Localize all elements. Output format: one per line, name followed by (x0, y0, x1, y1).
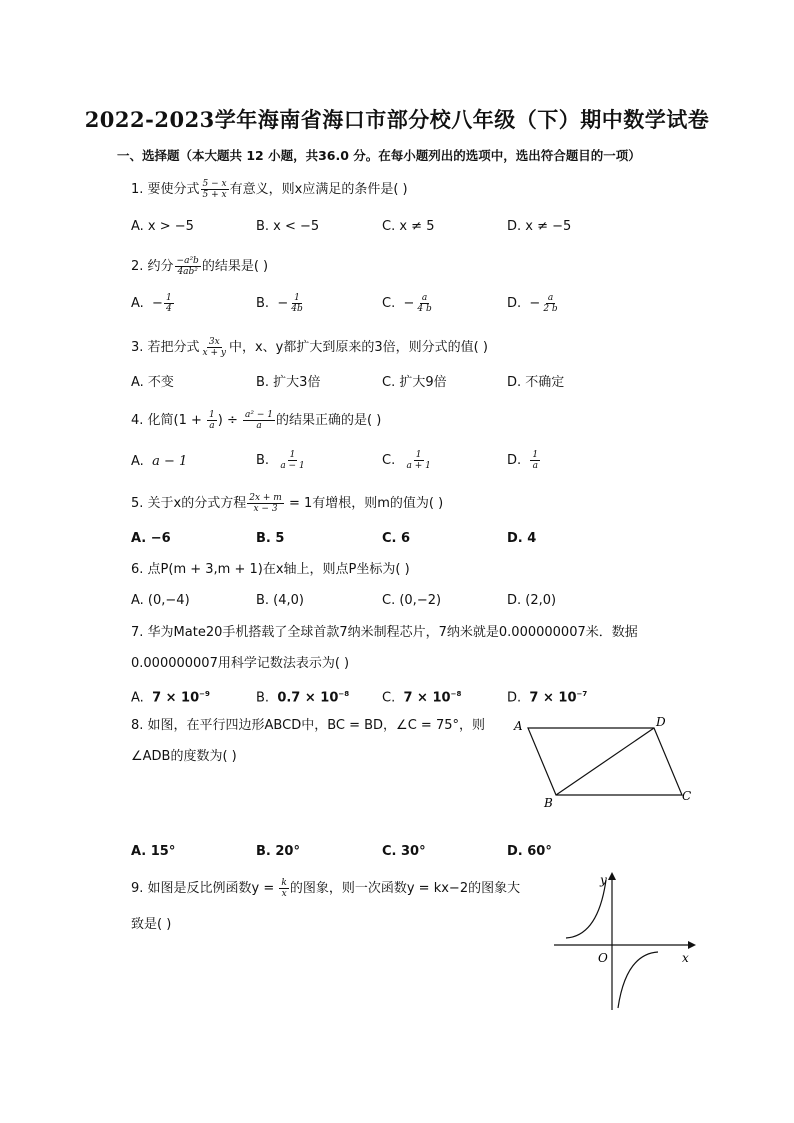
label-d: D (656, 715, 666, 729)
option-d[interactable]: D. $7 \times 10^{-7}$ (507, 690, 588, 706)
option-c[interactable]: C. 6 (382, 531, 411, 546)
section-heading: 一、选择题（本大题共 12 小题，共36.0 分。在每小题列出的选项中，选出符合题目的一项） (117, 148, 641, 163)
question-text: 的结果正确的是( ) (275, 413, 382, 428)
label-x: x (682, 951, 689, 965)
question-5 (131, 493, 443, 514)
fraction: $\frac{k}{x}$ (281, 878, 287, 899)
fraction: $\frac{\text{a² − 1}}{a}$ (245, 410, 273, 431)
question-text: ) ÷ (217, 413, 243, 428)
fraction: $\frac{3x}{x + y}$ (202, 337, 226, 358)
parallelogram-figure (508, 710, 698, 810)
question-6: 6. 点P(m + 3,m + 1)在x轴上，则点P坐标为( ) (131, 562, 410, 577)
question-2 (131, 256, 268, 277)
option-b[interactable]: B. $\frac{1}{a - 1}$ (256, 450, 305, 471)
option-a[interactable]: A. −6 (131, 531, 171, 546)
question-text: 1. 要使分式 (131, 182, 200, 197)
page-title: 2022-2023学年海南省海口市部分校八年级（下）期中数学试卷 (84, 107, 710, 132)
question-3 (131, 337, 488, 358)
question-1 (131, 179, 408, 200)
option-c[interactable]: C. $7 \times 10^{-8}$ (382, 690, 462, 706)
option-d[interactable]: D. x ≠ −5 (507, 219, 572, 234)
option-d[interactable]: D. 不确定 (507, 375, 565, 390)
option-b[interactable]: B. 扩大3倍 (256, 375, 321, 390)
option-c[interactable]: C. (0,−2) (382, 593, 442, 608)
label-origin: O (598, 951, 608, 965)
option-a[interactable]: A. 15° (131, 844, 176, 859)
question-8-line-2: ∠ADB的度数为( ) (131, 749, 237, 764)
fraction: $\frac{2x + m}{x - 3}$ (249, 493, 282, 514)
option-c[interactable]: C. − $\frac{a}{4 b}$ (382, 293, 432, 314)
fraction: $\frac{5 - x}{5 + x}$ (202, 179, 227, 200)
question-text: 9. 如图是反比例函数y = (131, 881, 279, 896)
option-a[interactable]: A. $7 \times 10^{-9}$ (131, 690, 210, 706)
label-y: y (600, 873, 607, 887)
option-a[interactable]: A. (0,−4) (131, 593, 190, 608)
option-d[interactable]: D. 60° (507, 844, 552, 859)
option-c[interactable]: C. 30° (382, 844, 426, 859)
hyperbola-graph (550, 868, 700, 1013)
option-b[interactable]: B. 20° (256, 844, 300, 859)
option-b[interactable]: B. − $\frac{1}{4b}$ (256, 293, 303, 314)
label-a: A (514, 719, 523, 733)
option-a[interactable]: A. a − 1 (131, 454, 188, 469)
option-c[interactable]: C. $\frac{1}{a + 1}$ (382, 450, 431, 471)
fraction: $\frac{1}{a}$ (209, 410, 215, 431)
option-d[interactable]: D. $\frac{1}{a}$ (507, 450, 539, 471)
option-c[interactable]: C. 扩大9倍 (382, 375, 447, 390)
question-7-line-2: 0.000000007用科学记数法表示为( ) (131, 656, 350, 671)
option-a[interactable]: A. − $\frac{1}{4}$ (131, 293, 172, 314)
question-7-line-1: 7. 华为Mate20手机搭载了全球首款7纳米制程芯片，7纳米就是0.000000007米．数据 (131, 625, 638, 640)
question-text: 4. 化简(1 + (131, 413, 207, 428)
question-4 (131, 410, 381, 431)
question-text: 的结果是( ) (201, 259, 269, 274)
option-d[interactable]: D. 4 (507, 531, 537, 546)
question-text: 中，x、y都扩大到原来的3倍，则分式的值( ) (228, 340, 488, 355)
label-b: B (544, 796, 553, 810)
question-8-line-1: 8. 如图，在平行四边形ABCD中，BC = BD，∠C = 75°，则 (131, 718, 485, 733)
label-c: C (682, 789, 692, 803)
question-text: 5. 关于x的分式方程 (131, 496, 247, 511)
question-text: 2. 约分 (131, 259, 174, 274)
option-b[interactable]: B. $0.7 \times 10^{-8}$ (256, 690, 350, 706)
option-d[interactable]: D. − $\frac{a}{2 b}$ (507, 293, 558, 314)
question-text: 的图象，则一次函数y = kx−2的图象大 (289, 881, 521, 896)
option-a[interactable]: A. 不变 (131, 375, 174, 390)
option-b[interactable]: B. x < −5 (256, 219, 320, 234)
question-text: 有意义，则x应满足的条件是( ) (229, 182, 408, 197)
option-b[interactable]: B. (4,0) (256, 593, 305, 608)
option-a[interactable]: A. x > −5 (131, 219, 194, 234)
option-b[interactable]: B. 5 (256, 531, 285, 546)
option-c[interactable]: C. x ≠ 5 (382, 219, 435, 234)
option-d[interactable]: D. (2,0) (507, 593, 557, 608)
question-9 (131, 878, 520, 899)
question-9-line-2: 致是( ) (131, 917, 172, 932)
question-text: = 1有增根，则m的值为( ) (284, 496, 444, 511)
question-text: 3. 若把分式 (131, 340, 200, 355)
fraction: $\frac{\text{−a²b}}{\text{4ab²}}$ (176, 256, 199, 277)
